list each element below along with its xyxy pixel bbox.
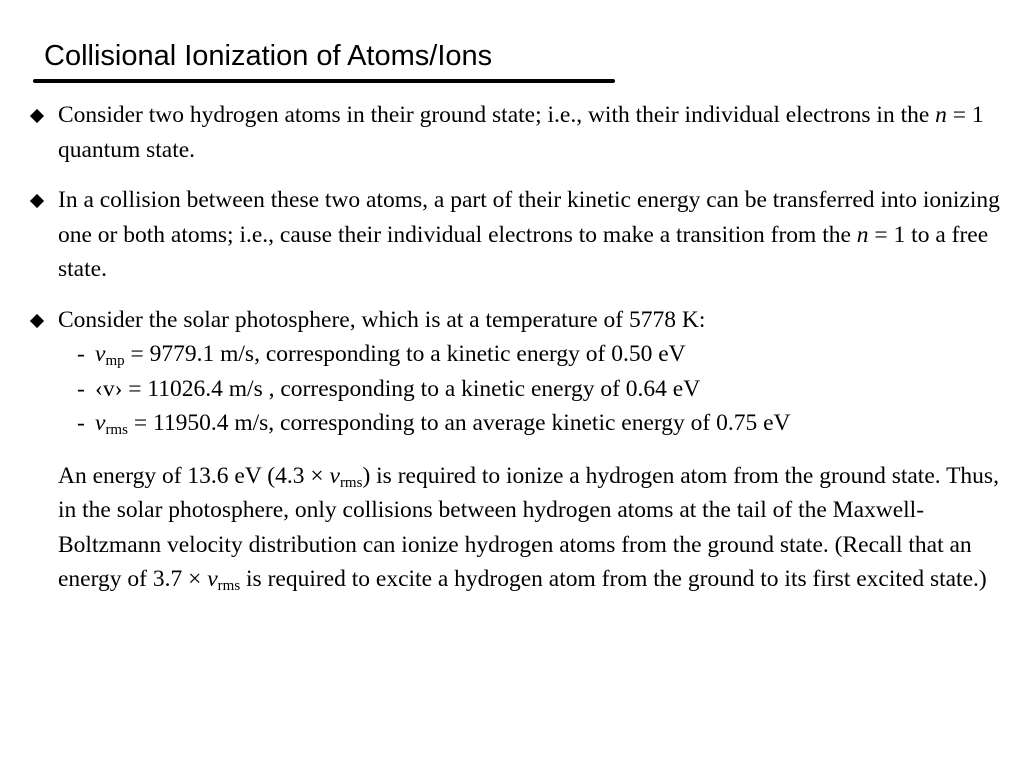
speed-item-text: ‹v› = 11026.4 m/s , corresponding to a kinetic energy of 0.64 eV <box>95 375 701 402</box>
quantum-number-n: n <box>935 102 947 128</box>
dash-marker: - <box>77 375 85 402</box>
diamond-bullet-icon <box>30 313 44 327</box>
bullet-text: = 1 quantum state. <box>58 102 984 163</box>
speed-item-text: = 9779.1 m/s, corresponding to a kinetic energy of 0.50 eV <box>124 341 686 367</box>
velocity-symbol: v <box>329 462 340 489</box>
explanation-paragraph <box>0 459 1024 597</box>
velocity-subscript: rms <box>339 474 363 491</box>
velocity-symbol: v <box>95 410 106 436</box>
speed-list <box>58 337 1004 441</box>
paragraph-text: ) is required to ionize a hydrogen atom from the ground state. Thus, in the solar photosphere, only collisions between hydrogen atoms at the tail of the Maxwell-Boltzmann velocity distribution can ionize hydrogen atoms from the ground state. (Recall that an energy of 3.7 × <box>58 462 999 592</box>
velocity-subscript: rms <box>105 422 128 438</box>
slide-body <box>0 98 1024 597</box>
bullet-item <box>0 98 1024 167</box>
bullet-text: Consider two hydrogen atoms in their ground state; i.e., with their individual electrons in the <box>58 102 936 128</box>
paragraph-text: An energy of 13.6 eV (4.3 × <box>58 462 330 489</box>
bullet-item <box>0 303 1024 441</box>
bullet-text: = 1 to a free state. <box>58 221 989 282</box>
bullet-text: In a collision between these two atoms, a part of their kinetic energy can be transferred into ionizing one or both atoms; i.e., cause their individual electrons to make a transition from the <box>58 187 1000 248</box>
speed-item-rms <box>77 406 1004 441</box>
speed-item-mean <box>77 372 1004 407</box>
dash-marker: - <box>77 341 85 367</box>
paragraph-text: is required to excite a hydrogen atom from the ground to its first excited state.) <box>240 566 987 592</box>
bullet-text: Consider the solar photosphere, which is at a temperature of 5778 K: <box>58 306 706 333</box>
speed-item-most-probable <box>77 337 1004 372</box>
dash-marker: - <box>77 410 85 436</box>
velocity-symbol: v <box>207 566 218 592</box>
speed-item-text: = 11950.4 m/s, corresponding to an average kinetic energy of 0.75 eV <box>127 410 791 436</box>
diamond-bullet-icon <box>30 194 44 208</box>
title-underline <box>33 79 615 83</box>
slide-title: Collisional Ionization of Atoms/Ions <box>44 40 493 72</box>
velocity-subscript: mp <box>105 353 125 369</box>
velocity-subscript: rms <box>217 578 241 594</box>
diamond-bullet-icon <box>30 109 44 123</box>
quantum-number-n: n <box>856 221 869 248</box>
bullet-item <box>0 183 1024 287</box>
velocity-symbol: v <box>95 341 106 367</box>
